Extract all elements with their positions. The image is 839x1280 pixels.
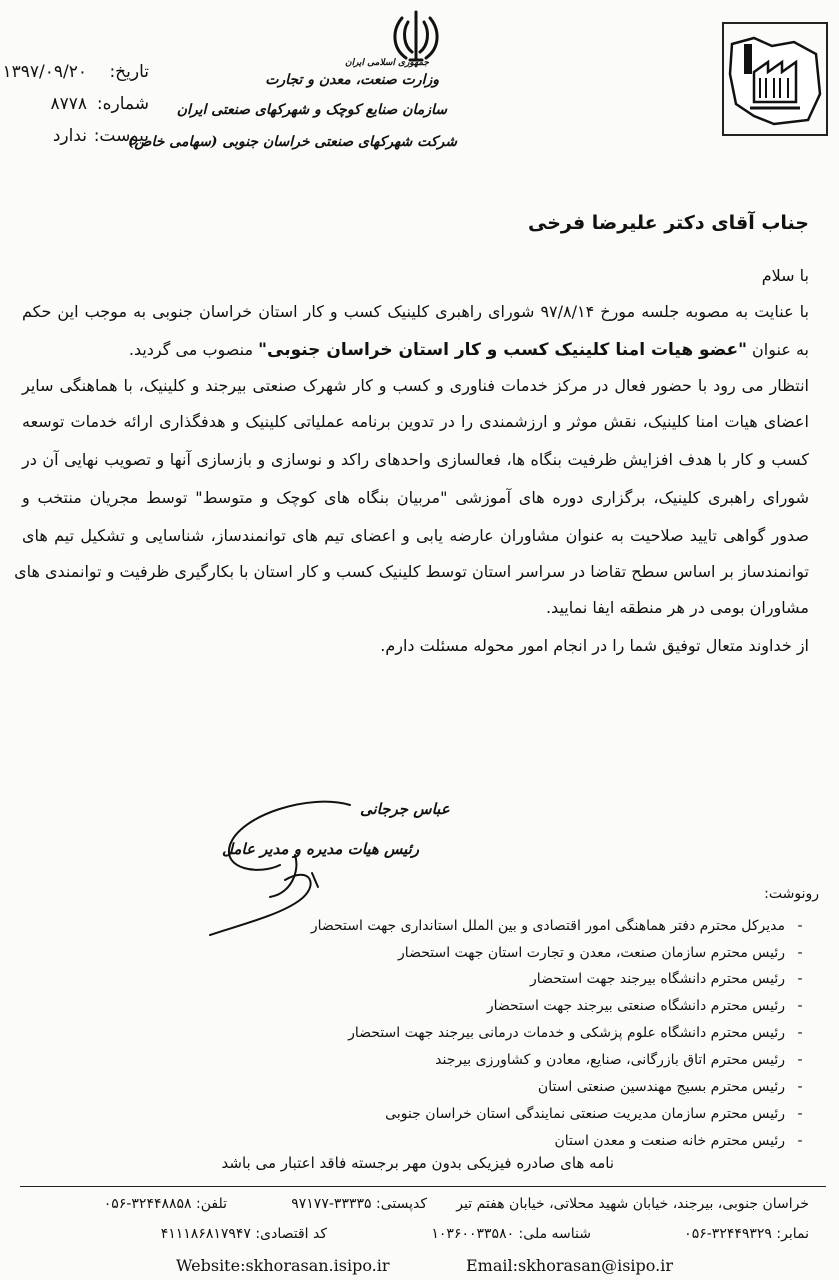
footer-postal-code: کدپستی: ۳۳۳۳۵-۹۷۱۷۷ [291,1196,427,1212]
body-line-1: با عنایت به مصوبه جلسه مورخ ۹۷/۸/۱۴ شورای راهبری کلینیک کسب و کار استان خراسان جنوبی به موجب این حکم [22,302,810,321]
cc-item: -مدیرکل محترم دفتر هماهنگی امور اقتصادی و بین الملل استانداری جهت استحضار [310,918,803,934]
body-line-8: توانمندساز بر اساس سطح تقاضا در سراسر استان توسط کلینیک کسب و کار استان با بکارگیری ظرفیت و توانمندی های [14,562,809,581]
header-organization: سازمان صنایع کوچک و شهرکهای صنعتی ایران [176,102,447,118]
body-line-3: انتظار می رود با حضور فعال در مرکز خدمات فناوری و کسب و کار شهرک صنعتی بیرجند و کلینیک، با هماهنگی سایر [22,376,809,395]
validity-notice: نامه های صادره فیزیکی بدون مهر برجسته فاقد اعتبار می باشد [221,1154,614,1172]
recipient: جناب آقای دکتر علیرضا فرخی [528,212,809,234]
attachment-label: پیوست: [93,126,149,146]
cc-item: -رئیس محترم سازمان صنعت، معدن و تجارت استان جهت استحضار [398,945,803,961]
body-line-7: صدور گواهی تایید صلاحیت به عنوان مشاوران عارضه یابی و اعضای تیم های توانمندساز، شناسایی و تشکیل تیم های [22,526,809,545]
body-line-4: اعضای هیات امنا کلینیک، نقش موثر و ارزشمندی را در تدوین برنامه عملیاتی کلینیک و هدفگذاری ارائه خدمات توسعه [22,412,809,431]
cc-heading: رونوشت: [764,886,819,902]
cc-item: -رئیس محترم دانشگاه بیرجند جهت استحضار [530,971,803,987]
cc-item: -رئیس محترم دانشگاه علوم پزشکی و خدمات درمانی بیرجند جهت استحضار [348,1025,803,1041]
header-company: شرکت شهرکهای صنعتی خراسان جنوبی (سهامی خاص) [127,134,457,150]
footer-phone: تلفن: ۳۲۴۴۸۸۵۸-۰۵۶ [103,1196,227,1212]
footer-fax: نمابر: ۳۲۴۴۹۳۲۹-۰۵۶ [684,1226,809,1242]
cc-item: -رئیس محترم اتاق بازرگانی، صنایع، معادن و کشاورزی بیرجند [435,1052,803,1068]
body-line-2-post: منصوب می گردید. [128,340,259,359]
attachment-value: ندارد [52,126,87,146]
number-label: شماره: [96,94,149,114]
body-line-6: شورای راهبری کلینیک، برگزاری دوره های آموزشی "مربیان بنگاه های کوچک و متوسط" توسط مجریان منتخب و [22,488,809,507]
company-logo [722,22,828,136]
factory-map-icon [724,24,826,134]
footer-website[interactable]: Website:skhorasan.isipo.ir [176,1256,390,1275]
signer-name: عباس جرجانی [360,800,450,818]
number-value: ۸۷۷۸ [50,94,87,114]
cc-item: -رئیس محترم سازمان مدیریت صنعتی نمایندگی استان خراسان جنوبی [385,1106,803,1122]
salutation: با سلام [761,266,809,285]
appointment-title: "عضو هیات امنا کلینیک کسب و کار استان خراسان جنوبی" [258,340,747,360]
signer-title: رئیس هیات مدیره و مدیر عامل [222,840,420,858]
header-ministry: وزارت صنعت، معدن و تجارت [265,72,439,88]
footer-divider [20,1186,826,1187]
cc-item: -رئیس محترم بسیج مهندسین صنعتی استان [537,1079,803,1095]
footer-email[interactable]: Email:skhorasan@isipo.ir [466,1256,673,1275]
closing-line: از خداوند متعال توفیق شما را در انجام امور محوله مسئلت دارم. [380,636,809,655]
date-label: تاریخ: [109,62,149,82]
footer-national-id: شناسه ملی: ۱۰۳۶۰۰۳۳۵۸۰ [431,1226,591,1242]
date-value: ۱۳۹۷/۰۹/۲۰ [2,62,87,82]
cc-item: -رئیس محترم دانشگاه صنعتی بیرجند جهت استحضار [486,998,803,1014]
footer-address: خراسان جنوبی، بیرجند، خیابان شهید محلاتی، خیابان هفتم تیر [456,1196,809,1212]
footer-economic-code: کد اقتصادی: ۴۱۱۱۸۶۸۱۷۹۴۷ [160,1226,327,1242]
header-republic: جمهوری اسلامی ایران [344,58,429,68]
body-line-2 [129,340,809,360]
body-line-2-pre: به عنوان [746,340,809,359]
body-line-9: مشاوران بومی در هر منطقه ایفا نمایید. [545,598,809,617]
cc-item: -رئیس محترم خانه صنعت و معدن استان [554,1133,803,1149]
body-line-5: کسب و کار با هدف افزایش ظرفیت بنگاه ها، فعالسازی واحدهای راکد و نوسازی و بازسازی آنها و تصویب نهایی آن در [22,450,809,469]
